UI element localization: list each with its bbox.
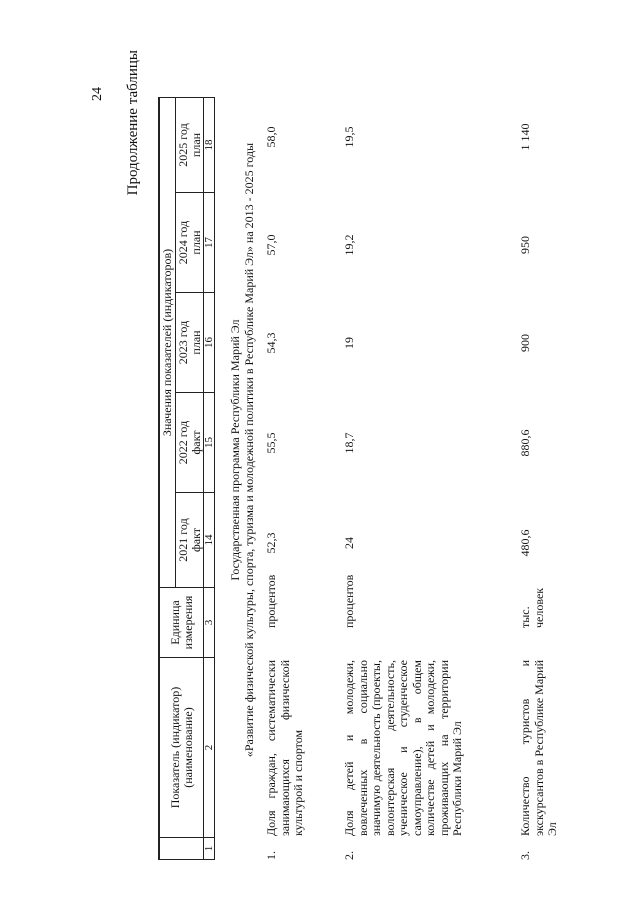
header-table	[158, 97, 215, 860]
continuation-label: Продолжение таблицы	[125, 50, 141, 196]
header-year-2024: 2024 год план	[176, 193, 204, 293]
row-indicator-name: Доля детей и молодежи, вовлеченных в социально значимую деятельность (проекты, волонтерская деятельность, ученическое и студенческое самоуправление), в общем количестве детей и молодежи, проживающих на территории Республики Марий Эл	[342, 660, 464, 836]
header-year-2021: 2021 год факт	[176, 493, 204, 588]
program-title-line2: «Развитие физической культуры, спорта, туризма и молодежной политики в Республике Марий Эл» на 2013 - 2025 годы	[242, 142, 256, 758]
row-value-2023: 900	[518, 334, 532, 352]
row-unit: процентов	[342, 574, 356, 628]
header-indicator: Показатель (индикатор) (наименование)	[159, 658, 204, 838]
row-value-2022: 55,5	[264, 432, 278, 454]
header-year-2023: 2023 год план	[176, 293, 204, 393]
row-value-2021: 24	[342, 537, 356, 549]
col-number: 15	[204, 393, 215, 493]
col-number: 2	[204, 658, 215, 838]
row-value-2025: 58,0	[264, 126, 278, 148]
row-indicator-name: Количество туристов и экскурсантов в Республике Марий Эл	[518, 660, 559, 836]
program-title-line1: Государственная программа Республики Марий Эл	[228, 319, 242, 581]
col-number: 1	[204, 838, 215, 860]
row-unit: тыс. человек	[518, 587, 546, 628]
program-title	[228, 40, 256, 860]
page-number: 24	[90, 87, 105, 101]
row-number: 3.	[518, 851, 532, 860]
col-number: 3	[204, 588, 215, 658]
col-number: 17	[204, 193, 215, 293]
row-value-2022: 880,6	[518, 429, 532, 457]
row-value-2021: 52,3	[264, 532, 278, 554]
row-value-2024: 57,0	[264, 234, 278, 256]
col-number: 14	[204, 493, 215, 588]
header-values: Значения показателей (индикаторов)	[159, 98, 176, 588]
header-unit: Единица измерения	[159, 588, 204, 658]
row-value-2022: 18,7	[342, 432, 356, 454]
row-value-2025: 1 140	[518, 123, 532, 151]
row-value-2021: 480,6	[518, 529, 532, 557]
row-indicator-name: Доля граждан, систематически занимающихся физической культурой и спортом	[264, 660, 305, 836]
header-year-2022: 2022 год факт	[176, 393, 204, 493]
row-value-2024: 19,2	[342, 234, 356, 256]
header-year-2025: 2025 год план	[176, 98, 204, 193]
row-value-2024: 950	[518, 236, 532, 254]
row-value-2023: 19	[342, 337, 356, 349]
row-value-2023: 54,3	[264, 332, 278, 354]
row-unit: процентов	[264, 574, 278, 628]
row-number: 2.	[342, 851, 356, 860]
header-cell-no	[159, 838, 204, 860]
col-number: 16	[204, 293, 215, 393]
row-value-2025: 19,5	[342, 126, 356, 148]
rotated-landscape-page	[125, 30, 605, 870]
col-number: 18	[204, 98, 215, 193]
row-number: 1.	[264, 851, 278, 860]
